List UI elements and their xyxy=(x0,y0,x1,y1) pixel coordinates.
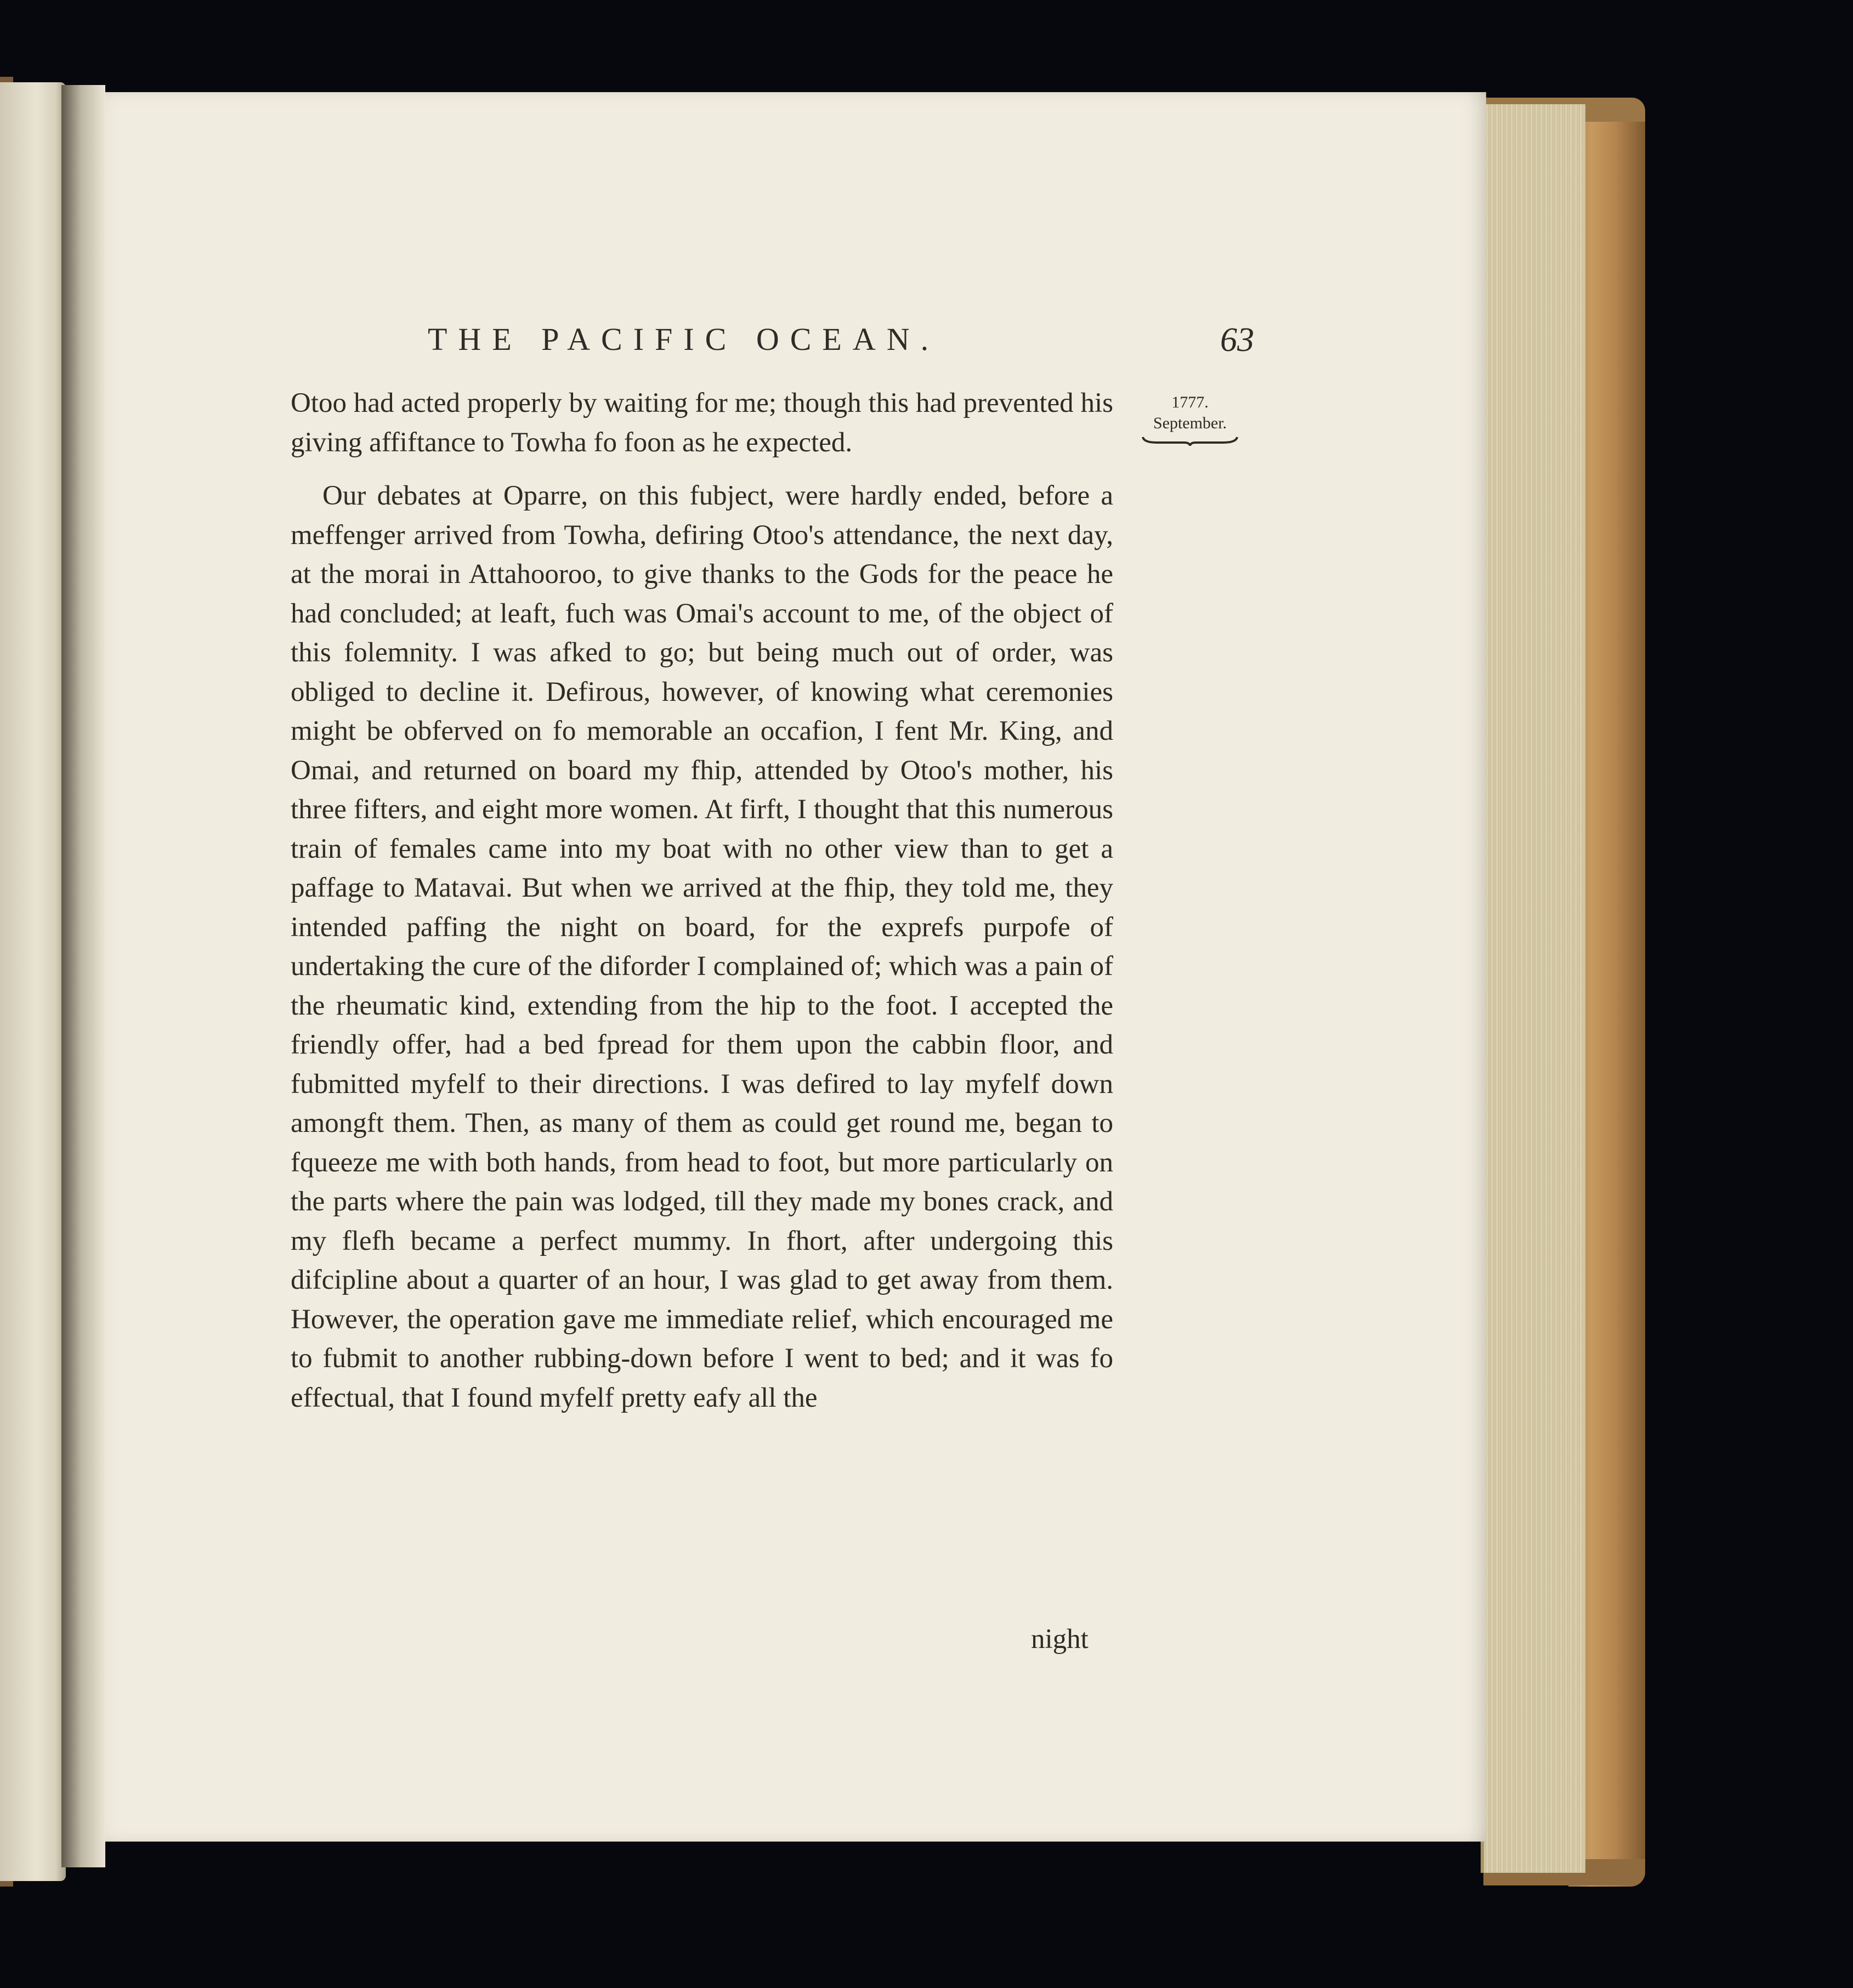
running-head: THE PACIFIC OCEAN. xyxy=(428,321,940,357)
brace-icon xyxy=(1141,435,1239,446)
catchword: night xyxy=(1031,1624,1089,1655)
margin-date-note xyxy=(1135,392,1245,446)
body-text xyxy=(291,384,1113,1418)
gutter-shadow xyxy=(61,85,105,1867)
paragraph: Otoo had acted properly by waiting for me; though this had prevented his giving affiftance to Towha fo foon as he expected. xyxy=(291,388,1113,458)
facing-page xyxy=(0,82,66,1881)
margin-month: September. xyxy=(1153,414,1227,432)
margin-year: 1777. xyxy=(1171,393,1209,411)
page-block-edges xyxy=(1481,104,1585,1873)
page-number: 63 xyxy=(1220,321,1254,359)
paragraph: Our debates at Oparre, on this fubject, were hardly ended, before a meffenger arrived from Towha, defiring Otoo's attendance, the next day, at the morai in Attahooroo, to give thanks to the Gods for the peace he had concluded; at leaft, fuch was Omai's account to me, of the object of this folemnity. I was afked to go; but being much out of order, was obliged to decline it. Defirous, however, of knowing what ceremonies might be obferved on fo memorable an occafion, I fent Mr. King, and Omai, and returned on board my fhip, attended by Otoo's mother, his three fifters, and eight more women. At firft, I thought that this numerous train of females came into my boat with no other view than to get a paffage to Matavai. But when we arrived at the fhip, they told me, they intended paffing the night on board, for the exprefs purpofe of undertaking the cure of the diforder I complained of; which was a pain of the rheumatic kind, extending from the hip to the foot. I accepted the friendly offer, had a bed fpread for them upon the cabbin floor, and fubmitted myfelf to their directions. I was defired to lay myfelf down amongft them. Then, as many of them as could get round me, began to fqueeze me with both hands, from head to foot, but more particularly on the parts where the pain was lodged, till they made my bones crack, and my flefh became a perfect mummy. In fhort, after undergoing this difcipline about a quarter of an hour, I was glad to get away from them. However, the operation gave me immediate relief, which encouraged me to fubmit to another rubbing-down before I went to bed; and it was fo effectual, that I found myfelf pretty eafy all the xyxy=(291,480,1113,1413)
